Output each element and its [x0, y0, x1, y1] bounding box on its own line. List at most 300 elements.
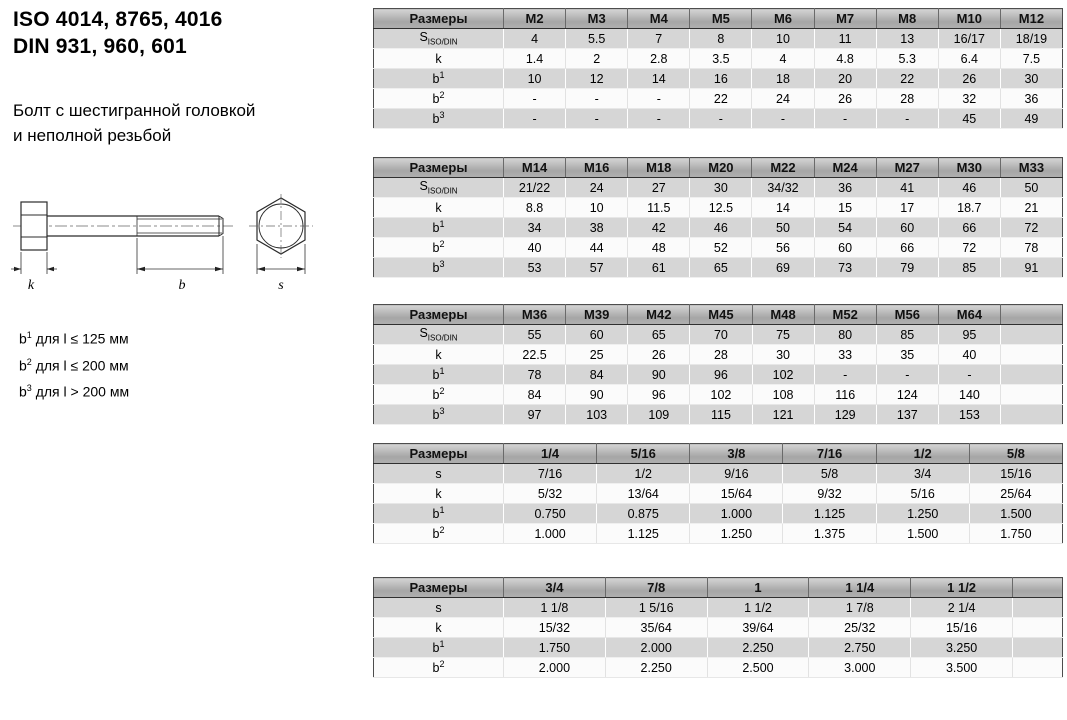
column-header: M45	[690, 305, 752, 325]
table-cell: 22.5	[504, 345, 566, 365]
table-cell: 66	[938, 218, 1000, 238]
table-cell: -	[628, 109, 690, 129]
table-row	[374, 258, 1063, 278]
tables-area	[373, 0, 1063, 720]
table-row	[374, 178, 1063, 198]
table-cell: 66	[876, 238, 938, 258]
table-cell: -	[566, 109, 628, 129]
table-cell	[1001, 345, 1063, 365]
column-header: M27	[876, 158, 938, 178]
left-panel	[13, 6, 365, 714]
table-cell: 1.000	[504, 524, 597, 544]
column-header: M39	[566, 305, 628, 325]
column-header: Размеры	[374, 305, 504, 325]
row-label: $S_{ISO/DIN}$	[374, 325, 504, 345]
column-header: Размеры	[374, 578, 504, 598]
table-cell: 1.500	[876, 524, 969, 544]
table-cell: 39/64	[707, 618, 809, 638]
table-cell	[1001, 405, 1063, 425]
row-label: $b^2$	[374, 658, 504, 678]
table-cell: 48	[628, 238, 690, 258]
column-header: 1 1/2	[911, 578, 1013, 598]
table-cell: 24	[566, 178, 628, 198]
table-cell: 2.500	[707, 658, 809, 678]
table-cell: 90	[628, 365, 690, 385]
dim-lines-b	[137, 236, 223, 274]
table-cell: 8.8	[504, 198, 566, 218]
column-header: M3	[566, 9, 628, 29]
table-row	[374, 49, 1063, 69]
table-cell: 3/4	[876, 464, 969, 484]
table-cell: 153	[938, 405, 1000, 425]
table-cell: 18/19	[1000, 29, 1062, 49]
row-label: s	[374, 598, 504, 618]
table-cell: 21	[1000, 198, 1062, 218]
row-label: $b^3$	[374, 258, 504, 278]
table-cell: 21/22	[504, 178, 566, 198]
table-cell: 1.4	[504, 49, 566, 69]
table-cell: 2.8	[628, 49, 690, 69]
table-cell: 35	[876, 345, 938, 365]
table-cell	[1001, 385, 1063, 405]
row-label: $b^1$	[374, 69, 504, 89]
table-cell: 96	[628, 385, 690, 405]
arrow-icon	[297, 267, 305, 271]
row-label: $b^1$	[374, 365, 504, 385]
table-cell: 102	[752, 365, 814, 385]
table-row	[374, 29, 1063, 49]
column-header: M18	[628, 158, 690, 178]
column-header: M56	[876, 305, 938, 325]
column-header: 5/8	[969, 444, 1062, 464]
table-cell: 85	[938, 258, 1000, 278]
column-header: 7/8	[605, 578, 707, 598]
description-line-2: и неполной резьбой	[13, 126, 172, 145]
table-cell: 75	[752, 325, 814, 345]
footnote: $b^1$ для l ≤ 125 мм	[19, 330, 129, 347]
table-cell: 10	[566, 198, 628, 218]
column-header: 1/2	[876, 444, 969, 464]
table-cell: 26	[628, 345, 690, 365]
table-cell	[1013, 618, 1063, 638]
table-cell: 15/16	[969, 464, 1062, 484]
table-cell: 90	[566, 385, 628, 405]
table-cell: 2.000	[605, 638, 707, 658]
table-cell: 1 1/8	[504, 598, 606, 618]
row-label: $S_{ISO/DIN}$	[374, 29, 504, 49]
table-cell: 50	[752, 218, 814, 238]
iso-standards-line: ISO 4014, 8765, 4016	[13, 8, 223, 31]
column-header-empty	[1001, 305, 1063, 325]
table-cell: 73	[814, 258, 876, 278]
dimension-table-metric-m2-m12	[373, 8, 1063, 129]
table-row	[374, 109, 1063, 129]
table-row	[374, 69, 1063, 89]
table-cell: 0.750	[504, 504, 597, 524]
table-cell: 11.5	[628, 198, 690, 218]
table-cell: 18.7	[938, 198, 1000, 218]
column-header: M52	[814, 305, 876, 325]
table-row	[374, 524, 1063, 544]
table-cell: 11	[814, 29, 876, 49]
table-cell: 72	[1000, 218, 1062, 238]
table-cell: -	[628, 89, 690, 109]
column-header: 5/16	[597, 444, 690, 464]
table-cell	[1013, 658, 1063, 678]
table-cell: 44	[566, 238, 628, 258]
row-label: $b^2$	[374, 385, 504, 405]
column-header-empty	[1013, 578, 1063, 598]
column-header: M30	[938, 158, 1000, 178]
table-cell: 20	[814, 69, 876, 89]
row-label: s	[374, 464, 504, 484]
table-cell: 40	[504, 238, 566, 258]
table-cell: 26	[938, 69, 1000, 89]
table-cell: 33	[814, 345, 876, 365]
table-cell: 1.125	[597, 524, 690, 544]
table-cell: 28	[690, 345, 752, 365]
table-cell: 45	[938, 109, 1000, 129]
table-cell: 3.000	[809, 658, 911, 678]
row-label: k	[374, 618, 504, 638]
table-cell: 15	[814, 198, 876, 218]
column-header: M7	[814, 9, 876, 29]
column-header: Размеры	[374, 444, 504, 464]
table-cell: 85	[876, 325, 938, 345]
table-cell: 84	[566, 365, 628, 385]
table-cell: 129	[814, 405, 876, 425]
table-header-row	[374, 9, 1063, 29]
column-header: 1 1/4	[809, 578, 911, 598]
column-header: 7/16	[783, 444, 876, 464]
column-header: 3/8	[690, 444, 783, 464]
row-label: $b^2$	[374, 89, 504, 109]
table-cell: 54	[814, 218, 876, 238]
table-row	[374, 345, 1063, 365]
table-header-row	[374, 305, 1063, 325]
dimension-table-inch-1-4-to-5-8	[373, 443, 1063, 544]
table-cell: 9/16	[690, 464, 783, 484]
table-cell: 41	[876, 178, 938, 198]
column-header: M12	[1000, 9, 1062, 29]
table-cell: 15/64	[690, 484, 783, 504]
table-cell: 46	[938, 178, 1000, 198]
table-cell: 55	[504, 325, 566, 345]
table-cell: 69	[752, 258, 814, 278]
table-cell: 25/32	[809, 618, 911, 638]
table-cell: 5.3	[876, 49, 938, 69]
table-cell: 22	[876, 69, 938, 89]
table-cell: 12.5	[690, 198, 752, 218]
table-cell: 35/64	[605, 618, 707, 638]
table-cell: 1.000	[690, 504, 783, 524]
table-cell: 25/64	[969, 484, 1062, 504]
table-cell: 1.750	[504, 638, 606, 658]
row-label: k	[374, 484, 504, 504]
table-cell: -	[504, 89, 566, 109]
table-header-row	[374, 444, 1063, 464]
table-cell: 22	[690, 89, 752, 109]
table-cell: 5/32	[504, 484, 597, 504]
table-cell: -	[566, 89, 628, 109]
table-cell: 1.125	[783, 504, 876, 524]
column-header: M48	[752, 305, 814, 325]
table-cell: 78	[504, 365, 566, 385]
table-cell: 26	[814, 89, 876, 109]
table-cell: 36	[1000, 89, 1062, 109]
table-row	[374, 198, 1063, 218]
table-cell: 38	[566, 218, 628, 238]
table-cell: 109	[628, 405, 690, 425]
table-row	[374, 484, 1063, 504]
table-cell: 1.250	[690, 524, 783, 544]
table-cell: -	[690, 109, 752, 129]
dimension-table-metric-m36-m64	[373, 304, 1063, 425]
din-standards-line: DIN 931, 960, 601	[13, 35, 187, 58]
column-header: M2	[504, 9, 566, 29]
table-cell: 137	[876, 405, 938, 425]
table-cell: 72	[938, 238, 1000, 258]
table-cell: 95	[938, 325, 1000, 345]
footnote: $b^2$ для l ≤ 200 мм	[19, 356, 129, 374]
table-row	[374, 89, 1063, 109]
table-cell: 97	[504, 405, 566, 425]
column-header: M22	[752, 158, 814, 178]
table-cell: 2 1/4	[911, 598, 1013, 618]
table-row	[374, 618, 1063, 638]
column-header: M24	[814, 158, 876, 178]
table-cell: 24	[752, 89, 814, 109]
column-header: M5	[690, 9, 752, 29]
table-cell: 15/32	[504, 618, 606, 638]
table-cell: 65	[628, 325, 690, 345]
column-header: M42	[628, 305, 690, 325]
table-row	[374, 218, 1063, 238]
table-cell: 53	[504, 258, 566, 278]
table-header-row	[374, 158, 1063, 178]
column-header: M20	[690, 158, 752, 178]
table-cell	[1013, 638, 1063, 658]
column-header: M10	[938, 9, 1000, 29]
table-cell: 18	[752, 69, 814, 89]
column-header: M33	[1000, 158, 1062, 178]
table-cell: 5/8	[783, 464, 876, 484]
table-cell: -	[814, 365, 876, 385]
table-cell: -	[504, 109, 566, 129]
table-cell: 16/17	[938, 29, 1000, 49]
table-cell: 25	[566, 345, 628, 365]
table-cell: 34	[504, 218, 566, 238]
row-label: $b^2$	[374, 238, 504, 258]
table-cell: 1 1/2	[707, 598, 809, 618]
table-cell: 32	[938, 89, 1000, 109]
row-label: $b^1$	[374, 218, 504, 238]
table-cell: 10	[504, 69, 566, 89]
table-cell: 2.250	[707, 638, 809, 658]
table-cell: 46	[690, 218, 752, 238]
arrow-icon	[14, 267, 21, 271]
table-row	[374, 365, 1063, 385]
table-cell: 1 7/8	[809, 598, 911, 618]
table-cell: 30	[690, 178, 752, 198]
table-cell: 79	[876, 258, 938, 278]
table-cell: 96	[690, 365, 752, 385]
table-cell: 12	[566, 69, 628, 89]
table-row	[374, 385, 1063, 405]
table-cell	[1001, 325, 1063, 345]
table-cell: 91	[1000, 258, 1062, 278]
dimension-table-inch-3-4-to-1-1-2	[373, 577, 1063, 678]
dim-lines-k	[11, 252, 57, 274]
row-label: $b^1$	[374, 504, 504, 524]
table-cell: -	[938, 365, 1000, 385]
table-cell: 42	[628, 218, 690, 238]
table-cell: 108	[752, 385, 814, 405]
table-row	[374, 598, 1063, 618]
table-cell: 116	[814, 385, 876, 405]
table-cell: 115	[690, 405, 752, 425]
table-cell: 4	[752, 49, 814, 69]
table-cell: 27	[628, 178, 690, 198]
arrow-icon	[137, 267, 145, 271]
row-label: $S_{ISO/DIN}$	[374, 178, 504, 198]
table-cell	[1013, 598, 1063, 618]
table-cell: 30	[1000, 69, 1062, 89]
table-cell: 1.375	[783, 524, 876, 544]
column-header: M14	[504, 158, 566, 178]
table-cell: -	[876, 109, 938, 129]
column-header: M4	[628, 9, 690, 29]
column-header: 3/4	[504, 578, 606, 598]
column-header: M64	[938, 305, 1000, 325]
table-cell: 14	[752, 198, 814, 218]
table-cell: 8	[690, 29, 752, 49]
table-cell: 5.5	[566, 29, 628, 49]
table-cell	[1001, 365, 1063, 385]
table-cell: 3.500	[911, 658, 1013, 678]
table-cell: 30	[752, 345, 814, 365]
dim-label-s: s	[278, 278, 284, 293]
footnotes	[19, 324, 129, 404]
table-cell: 3.250	[911, 638, 1013, 658]
table-cell: 1.500	[969, 504, 1062, 524]
table-cell: 49	[1000, 109, 1062, 129]
table-cell: 3.5	[690, 49, 752, 69]
row-label: $b^3$	[374, 405, 504, 425]
table-cell: 2	[566, 49, 628, 69]
table-cell: -	[814, 109, 876, 129]
table-cell: 60	[566, 325, 628, 345]
table-cell: 36	[814, 178, 876, 198]
dim-label-k: k	[27, 278, 35, 293]
table-cell: 52	[690, 238, 752, 258]
table-cell: 28	[876, 89, 938, 109]
table-cell: 1/2	[597, 464, 690, 484]
table-cell: 102	[690, 385, 752, 405]
row-label: k	[374, 49, 504, 69]
row-label: k	[374, 198, 504, 218]
column-header: Размеры	[374, 158, 504, 178]
table-cell: -	[752, 109, 814, 129]
column-header: M8	[876, 9, 938, 29]
table-cell: 13/64	[597, 484, 690, 504]
column-header: M36	[504, 305, 566, 325]
table-cell: 70	[690, 325, 752, 345]
table-cell: 1.750	[969, 524, 1062, 544]
arrow-icon	[215, 267, 223, 271]
table-row	[374, 464, 1063, 484]
table-row	[374, 325, 1063, 345]
table-cell: 103	[566, 405, 628, 425]
table-cell: 5/16	[876, 484, 969, 504]
row-label: $b^1$	[374, 638, 504, 658]
table-cell: 4.8	[814, 49, 876, 69]
bolt-head-side	[21, 202, 47, 250]
table-cell: 80	[814, 325, 876, 345]
table-cell: -	[876, 365, 938, 385]
dimension-table-metric-m14-m33	[373, 157, 1063, 278]
column-header: M6	[752, 9, 814, 29]
table-row	[374, 504, 1063, 524]
table-cell: 17	[876, 198, 938, 218]
column-header: M16	[566, 158, 628, 178]
table-cell: 15/16	[911, 618, 1013, 638]
column-header: 1	[707, 578, 809, 598]
table-cell: 0.875	[597, 504, 690, 524]
table-cell: 140	[938, 385, 1000, 405]
table-cell: 56	[752, 238, 814, 258]
table-cell: 34/32	[752, 178, 814, 198]
row-label: $b^3$	[374, 109, 504, 129]
arrow-icon	[257, 267, 265, 271]
table-cell: 65	[690, 258, 752, 278]
footnote: $b^3$ для l > 200 мм	[19, 383, 130, 400]
table-cell: 4	[504, 29, 566, 49]
table-cell: 60	[876, 218, 938, 238]
table-row	[374, 238, 1063, 258]
table-cell: 1 5/16	[605, 598, 707, 618]
table-row	[374, 405, 1063, 425]
table-cell: 10	[752, 29, 814, 49]
row-label: k	[374, 345, 504, 365]
table-cell: 57	[566, 258, 628, 278]
standards-title	[13, 6, 365, 60]
table-cell: 84	[504, 385, 566, 405]
table-cell: 2.250	[605, 658, 707, 678]
column-header: 1/4	[504, 444, 597, 464]
table-cell: 2.750	[809, 638, 911, 658]
table-cell: 7/16	[504, 464, 597, 484]
table-row	[374, 658, 1063, 678]
table-cell: 60	[814, 238, 876, 258]
table-cell: 121	[752, 405, 814, 425]
table-header-row	[374, 578, 1063, 598]
product-description	[13, 98, 365, 148]
table-cell: 50	[1000, 178, 1062, 198]
bolt-drawing	[9, 190, 339, 302]
table-cell: 7	[628, 29, 690, 49]
table-cell: 78	[1000, 238, 1062, 258]
table-cell: 61	[628, 258, 690, 278]
table-cell: 40	[938, 345, 1000, 365]
table-row	[374, 638, 1063, 658]
row-label: $b^2$	[374, 524, 504, 544]
table-cell: 124	[876, 385, 938, 405]
table-cell: 7.5	[1000, 49, 1062, 69]
table-cell: 1.250	[876, 504, 969, 524]
table-cell: 14	[628, 69, 690, 89]
arrow-icon	[47, 267, 54, 271]
